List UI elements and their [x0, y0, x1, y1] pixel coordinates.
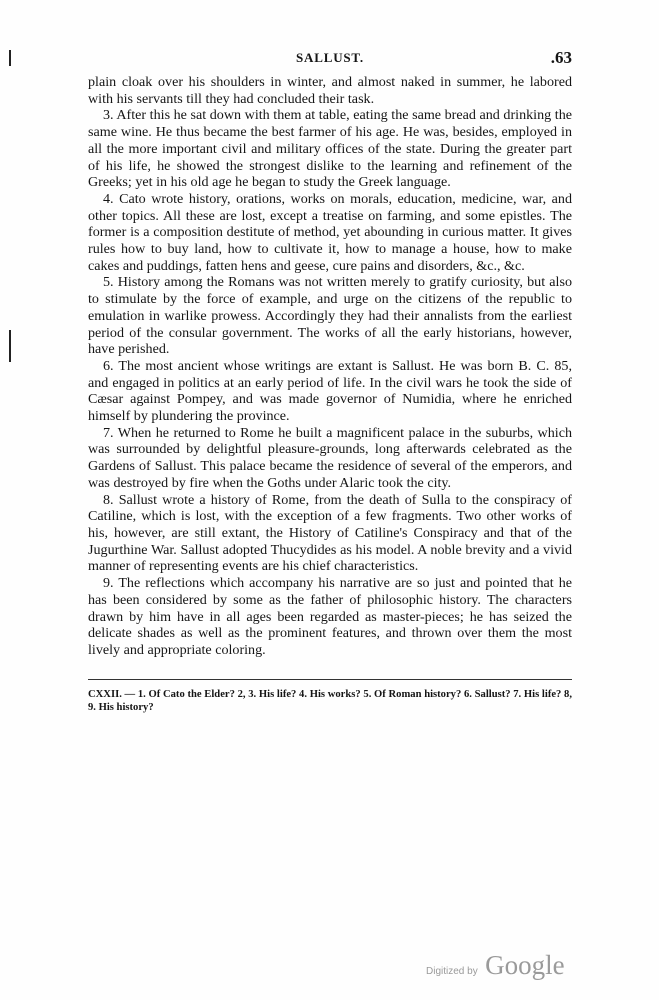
margin-mark-top: [9, 50, 11, 66]
paragraph-5: 5. History among the Romans was not written merely to gratify curiosity, but also to stimulate by the force of example, and urge on the citizens of the republic to emulation in warlike prowess. Accordingly they had their annalists from the earliest period of the consular government. The works of all the early historians, however, have perished.: [88, 274, 572, 358]
body-text: [88, 74, 572, 659]
paragraph-8: 8. Sallust wrote a history of Rome, from the death of Sulla to the conspiracy of Catiline, which is lost, with the exception of a few fragments. Two other works of his, however, are still extant, the History of Catiline's Conspiracy and that of the Jugurthine War. Sallust adopted Thucydides as his model. A noble brevity and a vivid manner of representing events are his chief characteristics.: [88, 491, 572, 575]
footnote-rule: [88, 679, 572, 680]
watermark-logo: Google: [485, 950, 565, 980]
running-title: SALLUST.: [296, 50, 364, 65]
study-questions: CXXII. — 1. Of Cato the Elder? 2, 3. His life? 4. His works? 5. Of Roman history? 6. Sallust? 7. His life? 8, 9. His history?: [88, 688, 572, 714]
margin-mark-middle: [9, 330, 11, 362]
paragraph-6: 6. The most ancient whose writings are extant is Sallust. He was born B. C. 85, and engaged in politics at an early period of life. In the civil wars he took the side of Cæsar against Pompey, and was made governor of Numidia, where he enriched himself by plundering the province.: [88, 357, 572, 425]
paragraph-4: 4. Cato wrote history, orations, works on morals, education, medicine, war, and other topics. All these are lost, except a treatise on farming, and some epistles. The former is a composition destitute of method, yet abounding in curious matter. It gives rules how to buy land, how to cultivate it, how to manage a house, how to make cakes and puddings, fatten hens and geese, cure pains and disorders, &c., &c.: [88, 190, 572, 274]
digitized-by-watermark: [426, 950, 565, 981]
paragraph-7: 7. When he returned to Rome he built a magnificent palace in the suburbs, which was surrounded by delightful pleasure-grounds, long afterwards celebrated as the Gardens of Sallust. This palace became the residence of several of the emperors, and was destroyed by fire when the Goths under Alaric took the city.: [88, 424, 572, 491]
page-number: .63: [550, 48, 572, 67]
paragraph-9: 9. The reflections which accompany his narrative are so just and pointed that he has been considered by some as the father of philosophic history. The characters drawn by him have in all ages been regarded as master-pieces; he has seized the delicate shades as well as the prominent features, and thrown over them the most lively and appropriate coloring.: [88, 575, 572, 658]
paragraph-continued: plain cloak over his shoulders in winter, and almost naked in summer, he labored with his servants till they had concluded their task.: [88, 74, 572, 107]
paragraph-3: 3. After this he sat down with them at table, eating the same bread and drinking the same wine. He thus became the best farmer of his age. He was, besides, employed in all the more important civil and military offices of the state. During the greater part of his life, he showed the strongest dislike to the learning and refinement of the Greeks; yet in his old age he began to study the Greek language.: [88, 107, 572, 191]
book-page: [88, 48, 572, 715]
watermark-prefix: Digitized by: [426, 966, 478, 977]
running-head: [88, 48, 572, 74]
